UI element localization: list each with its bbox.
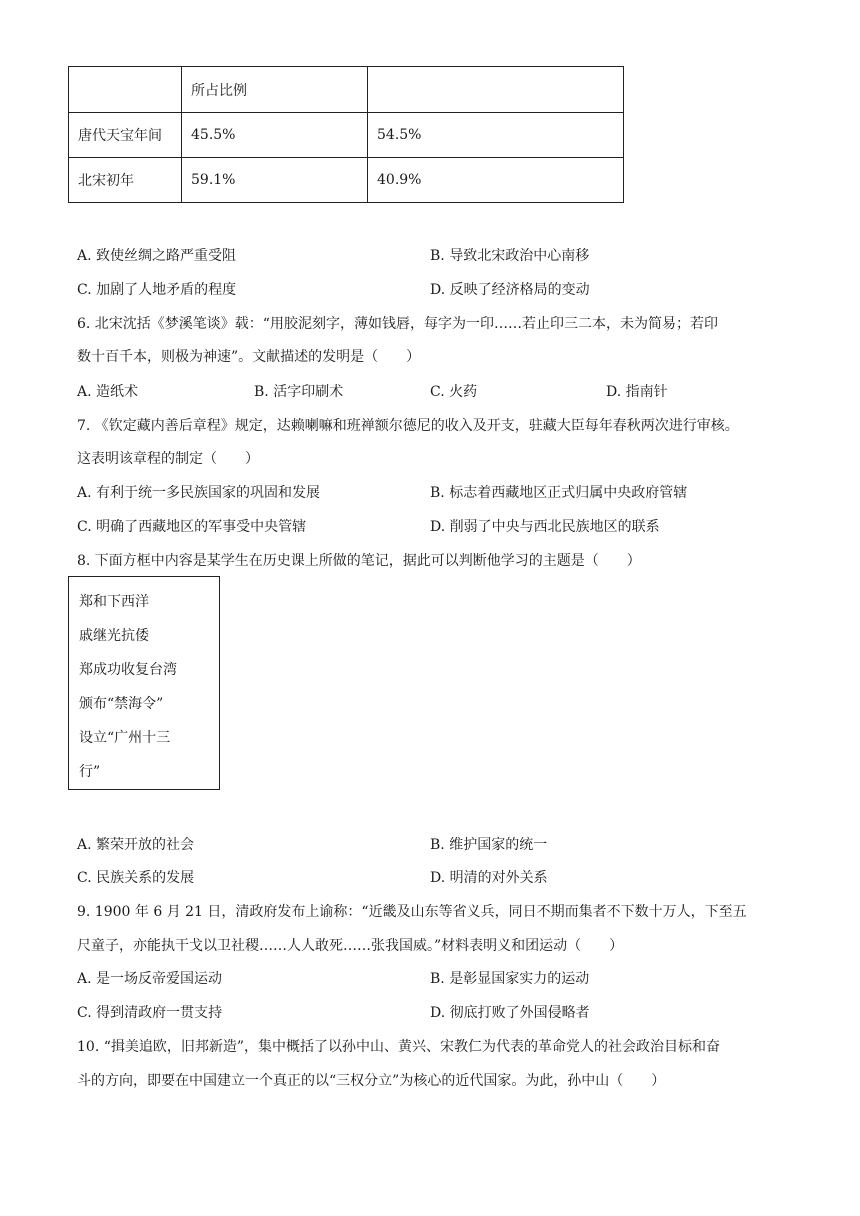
- note-line: 郑和下西洋: [79, 594, 149, 610]
- note-line: 颁布“禁海令”: [79, 696, 164, 712]
- q9-option-c: C. 得到清政府一贯支持: [77, 1005, 223, 1021]
- q6-option-b: B. 活字印刷术: [254, 384, 344, 400]
- note-line: 戚继光抗倭: [79, 628, 149, 644]
- q8-option-a: A. 繁荣开放的社会: [77, 837, 195, 853]
- q9-stem-line1: 9. 1900 年 6 月 21 日，清政府发布上谕称：“近畿及山东等省义兵，同日不期而集者不下数十万人，下至五: [77, 904, 747, 920]
- q5-option-d: D. 反映了经济格局的变动: [430, 282, 590, 298]
- table-cell: [69, 67, 182, 113]
- q9-option-a: A. 是一场反帝爱国运动: [77, 971, 223, 987]
- q7-stem-line1: 7. 《钦定藏内善后章程》规定，达赖喇嘛和班禅额尔德尼的收入及开支，驻藏大臣每年春秋两次进行审核。: [77, 418, 739, 434]
- q7-stem-line2: 这表明该章程的制定（ ）: [77, 451, 259, 467]
- q7-option-a: A. 有利于统一多民族国家的巩固和发展: [77, 485, 321, 501]
- q9-option-d: D. 彻底打败了外国侵略者: [430, 1005, 590, 1021]
- q8-option-d: D. 明清的对外关系: [430, 870, 548, 886]
- q10-stem-line2: 斗的方向，即要在中国建立一个真正的以“三权分立”为核心的近代国家。为此，孙中山（ ）: [77, 1073, 666, 1089]
- q6-option-a: A. 造纸术: [77, 384, 139, 400]
- q8-stem-line1: 8. 下面方框中内容是某学生在历史课上所做的笔记，据此可以判断他学习的主题是（ ）: [77, 553, 641, 569]
- table-row: [69, 113, 624, 158]
- table-cell: 唐代天宝年间: [69, 113, 182, 158]
- note-line: 设立“广州十三: [79, 730, 171, 746]
- q5-option-c: C. 加剧了人地矛盾的程度: [77, 282, 237, 298]
- q7-option-d: D. 削弱了中央与西北民族地区的联系: [430, 519, 660, 535]
- q6-option-c: C. 火药: [430, 384, 478, 400]
- q6-stem-line2: 数十百千本，则极为神速”。文献描述的发明是（ ）: [77, 349, 421, 365]
- q8-option-b: B. 维护国家的统一: [430, 837, 548, 853]
- table-cell: 所占比例: [182, 67, 368, 113]
- table-cell: 北宋初年: [69, 158, 182, 203]
- table-cell: 59.1%: [182, 158, 368, 203]
- q5-option-b: B. 导致北宋政治中心南移: [430, 248, 590, 264]
- study-notes-box: [68, 576, 220, 790]
- q10-stem-line1: 10. “揖美追欧，旧邦新造”，集中概括了以孙中山、黄兴、宋教仁为代表的革命党人的社会政治目标和奋: [77, 1039, 721, 1055]
- note-line: 行”: [79, 764, 101, 780]
- table-row: [69, 67, 624, 113]
- table-cell: [368, 67, 624, 113]
- q6-option-d: D. 指南针: [606, 384, 668, 400]
- q6-stem-line1: 6. 北宋沈括《梦溪笔谈》载：“用胶泥刻字，薄如钱唇，每字为一印……若止印三二本，未为简易；若印: [77, 316, 718, 332]
- q8-option-c: C. 民族关系的发展: [77, 870, 195, 886]
- note-line: 郑成功收复台湾: [79, 662, 177, 678]
- q5-option-a: A. 致使丝绸之路严重受阻: [77, 248, 237, 264]
- table-cell: 40.9%: [368, 158, 624, 203]
- table-cell: 45.5%: [182, 113, 368, 158]
- q7-option-b: B. 标志着西藏地区正式归属中央政府管辖: [430, 485, 688, 501]
- ratio-table: [68, 66, 624, 203]
- table-cell: 54.5%: [368, 113, 624, 158]
- q9-option-b: B. 是彰显国家实力的运动: [430, 971, 590, 987]
- q7-option-c: C. 明确了西藏地区的军事受中央管辖: [77, 519, 307, 535]
- q9-stem-line2: 尺童子，亦能执干戈以卫社稷……人人敢死……张我国威。”材料表明义和团运动（ ）: [77, 938, 624, 954]
- table-row: [69, 158, 624, 203]
